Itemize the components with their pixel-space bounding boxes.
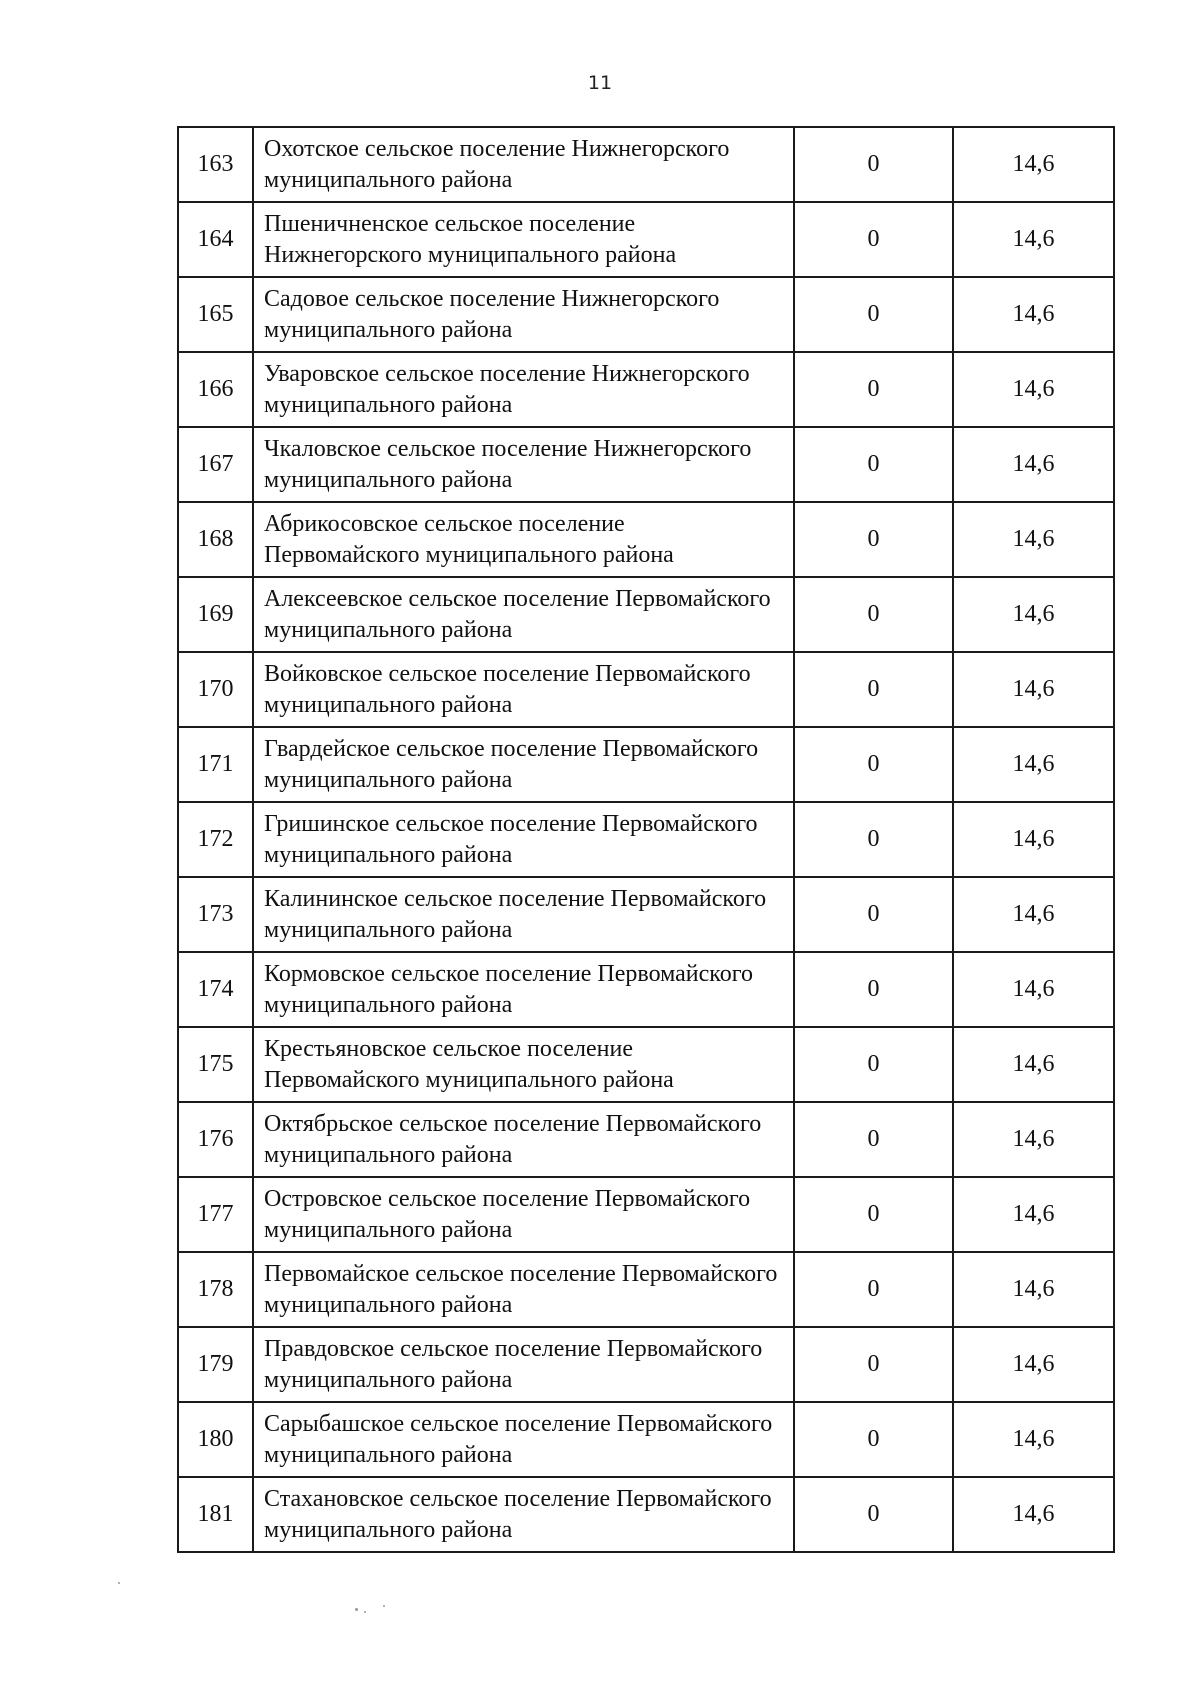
value-2: 14,6 xyxy=(953,1402,1114,1477)
settlement-name-cell xyxy=(253,127,794,202)
value-1: 0 xyxy=(794,1102,953,1177)
value-1: 0 xyxy=(794,127,953,202)
row-number: 170 xyxy=(178,652,253,727)
table-row xyxy=(178,127,1114,202)
table-row xyxy=(178,652,1114,727)
table-body xyxy=(178,127,1114,1552)
table-row xyxy=(178,727,1114,802)
value-2: 14,6 xyxy=(953,877,1114,952)
settlement-name: Кормовское сельское поселение Первомайского муниципального района xyxy=(264,960,753,1018)
settlement-name-cell xyxy=(253,1102,794,1177)
settlement-name: Пшеничненское сельское поселение Нижнегорского муниципального района xyxy=(264,210,677,268)
settlement-name-cell xyxy=(253,277,794,352)
settlement-name-cell xyxy=(253,1477,794,1552)
value-1: 0 xyxy=(794,952,953,1027)
table-row xyxy=(178,1252,1114,1327)
table-row xyxy=(178,1402,1114,1477)
table-row xyxy=(178,202,1114,277)
value-1: 0 xyxy=(794,1402,953,1477)
value-2: 14,6 xyxy=(953,802,1114,877)
value-1: 0 xyxy=(794,1252,953,1327)
settlement-name: Октябрьское сельское поселение Первомайского муниципального района xyxy=(264,1110,762,1168)
table-row xyxy=(178,502,1114,577)
table-row xyxy=(178,277,1114,352)
row-number: 178 xyxy=(178,1252,253,1327)
settlement-name: Алексеевское сельское поселение Первомайского муниципального района xyxy=(264,585,771,643)
row-number: 181 xyxy=(178,1477,253,1552)
value-2: 14,6 xyxy=(953,1327,1114,1402)
settlement-name: Абрикосовское сельское поселение Первомайского муниципального района xyxy=(264,510,674,568)
value-1: 0 xyxy=(794,802,953,877)
value-2: 14,6 xyxy=(953,1102,1114,1177)
value-2: 14,6 xyxy=(953,427,1114,502)
settlement-name: Уваровское сельское поселение Нижнегорского муниципального района xyxy=(264,360,750,418)
settlement-name-cell xyxy=(253,877,794,952)
value-2: 14,6 xyxy=(953,652,1114,727)
value-1: 0 xyxy=(794,1027,953,1102)
value-1: 0 xyxy=(794,877,953,952)
value-1: 0 xyxy=(794,577,953,652)
settlement-name: Гришинское сельское поселение Первомайского муниципального района xyxy=(264,810,758,868)
settlement-name-cell xyxy=(253,1327,794,1402)
row-number: 175 xyxy=(178,1027,253,1102)
row-number: 167 xyxy=(178,427,253,502)
value-2: 14,6 xyxy=(953,952,1114,1027)
table-row xyxy=(178,1327,1114,1402)
row-number: 166 xyxy=(178,352,253,427)
value-1: 0 xyxy=(794,352,953,427)
table-row xyxy=(178,952,1114,1027)
settlement-name-cell xyxy=(253,577,794,652)
settlement-name-cell xyxy=(253,1402,794,1477)
value-1: 0 xyxy=(794,202,953,277)
value-2: 14,6 xyxy=(953,127,1114,202)
row-number: 171 xyxy=(178,727,253,802)
row-number: 163 xyxy=(178,127,253,202)
settlement-name-cell xyxy=(253,1252,794,1327)
settlement-name-cell xyxy=(253,427,794,502)
scan-speck xyxy=(383,1605,385,1607)
value-1: 0 xyxy=(794,1327,953,1402)
value-1: 0 xyxy=(794,1477,953,1552)
settlement-name: Войковское сельское поселение Первомайского муниципального района xyxy=(264,660,751,718)
value-1: 0 xyxy=(794,727,953,802)
settlement-name: Охотское сельское поселение Нижнегорского муниципального района xyxy=(264,135,730,193)
row-number: 173 xyxy=(178,877,253,952)
value-2: 14,6 xyxy=(953,277,1114,352)
table-row xyxy=(178,1177,1114,1252)
settlement-name-cell xyxy=(253,1027,794,1102)
settlement-name-cell xyxy=(253,502,794,577)
row-number: 180 xyxy=(178,1402,253,1477)
row-number: 177 xyxy=(178,1177,253,1252)
table-row xyxy=(178,352,1114,427)
table-row xyxy=(178,1102,1114,1177)
settlement-name: Гвардейское сельское поселение Первомайского муниципального района xyxy=(264,735,759,793)
value-2: 14,6 xyxy=(953,727,1114,802)
settlement-name: Крестьяновское сельское поселение Первомайского муниципального района xyxy=(264,1035,674,1093)
table-row xyxy=(178,427,1114,502)
settlement-name: Островское сельское поселение Первомайского муниципального района xyxy=(264,1185,751,1243)
settlement-name: Правдовское сельское поселение Первомайского муниципального района xyxy=(264,1335,763,1393)
value-2: 14,6 xyxy=(953,1177,1114,1252)
row-number: 168 xyxy=(178,502,253,577)
scan-speck xyxy=(118,1582,120,1584)
value-1: 0 xyxy=(794,427,953,502)
settlement-name-cell xyxy=(253,352,794,427)
settlement-name-cell xyxy=(253,802,794,877)
table-row xyxy=(178,577,1114,652)
value-2: 14,6 xyxy=(953,352,1114,427)
settlements-table xyxy=(177,126,1115,1553)
settlement-name: Калининское сельское поселение Первомайского муниципального района xyxy=(264,885,767,943)
value-2: 14,6 xyxy=(953,502,1114,577)
scan-speck xyxy=(364,1611,366,1613)
value-2: 14,6 xyxy=(953,1027,1114,1102)
row-number: 176 xyxy=(178,1102,253,1177)
row-number: 164 xyxy=(178,202,253,277)
table-row xyxy=(178,1477,1114,1552)
settlement-name-cell xyxy=(253,652,794,727)
settlement-name: Первомайское сельское поселение Первомайского муниципального района xyxy=(264,1260,778,1318)
row-number: 165 xyxy=(178,277,253,352)
scan-speck xyxy=(355,1608,358,1611)
table-row xyxy=(178,1027,1114,1102)
row-number: 174 xyxy=(178,952,253,1027)
value-2: 14,6 xyxy=(953,202,1114,277)
row-number: 169 xyxy=(178,577,253,652)
value-1: 0 xyxy=(794,1177,953,1252)
page-number: 11 xyxy=(587,72,613,94)
value-1: 0 xyxy=(794,652,953,727)
settlement-name: Чкаловское сельское поселение Нижнегорского муниципального района xyxy=(264,435,752,493)
settlement-name: Сарыбашское сельское поселение Первомайского муниципального района xyxy=(264,1410,773,1468)
settlement-name: Садовое сельское поселение Нижнегорского муниципального района xyxy=(264,285,720,343)
settlement-name: Стахановское сельское поселение Первомайского муниципального района xyxy=(264,1485,772,1543)
settlement-name-cell xyxy=(253,952,794,1027)
value-2: 14,6 xyxy=(953,577,1114,652)
value-2: 14,6 xyxy=(953,1252,1114,1327)
settlement-name-cell xyxy=(253,1177,794,1252)
value-1: 0 xyxy=(794,277,953,352)
value-2: 14,6 xyxy=(953,1477,1114,1552)
table-row xyxy=(178,877,1114,952)
row-number: 179 xyxy=(178,1327,253,1402)
table-row xyxy=(178,802,1114,877)
value-1: 0 xyxy=(794,502,953,577)
settlement-name-cell xyxy=(253,727,794,802)
settlement-name-cell xyxy=(253,202,794,277)
row-number: 172 xyxy=(178,802,253,877)
